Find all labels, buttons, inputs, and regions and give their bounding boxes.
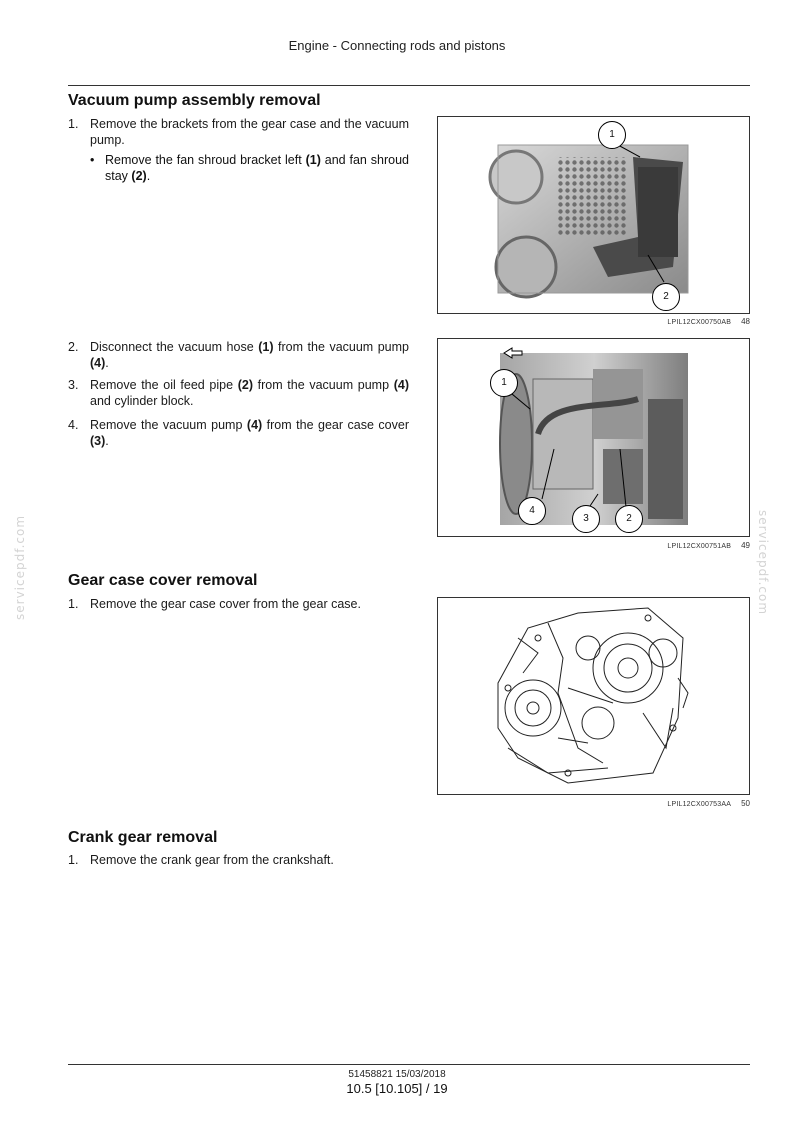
figure-code: LPIL12CX00750AB [667,319,732,326]
figure-50-caption [437,799,750,808]
figure-49-photo [437,338,750,537]
step-number: 2. [68,340,79,354]
figure-48-photo [437,116,750,314]
vacuum-step-1-bullet [90,152,409,184]
vacuum-step-2 [68,339,409,371]
footer-document-id: 51458821 15/03/2018 [348,1069,446,1080]
step-text: Remove the brackets from the gear case and the vacuum pump. [90,117,409,147]
vacuum-step-1 [68,116,409,148]
callout-3: 3 [572,505,600,533]
footer-page-number: 10.5 [10.105] / 19 [346,1081,448,1096]
watermark-left: servicepdf.com [13,514,27,620]
section-heading-gearcase: Gear case cover removal [68,572,258,589]
figure-50-drawing [437,597,750,795]
crank-step-1 [68,852,409,868]
footer-rule [68,1064,750,1065]
figure-number: 48 [741,317,750,326]
header-rule [68,85,750,86]
step-text: Disconnect the vacuum hose (1) from the vacuum pump (4). [90,340,410,370]
bullet-text: Remove the fan shroud bracket left (1) and fan shroud stay (2). [105,153,410,183]
vacuum-step-4 [68,417,409,449]
callout-2: 2 [615,505,643,533]
callout-2: 2 [652,283,680,311]
callout-1: 1 [490,369,518,397]
page-header-title: Engine - Connecting rods and pistons [288,38,506,53]
figure-number: 50 [741,799,750,808]
step-number: 1. [68,597,79,611]
step-text: Remove the vacuum pump (4) from the gear case cover (3). [90,418,409,448]
figure-49-caption [437,541,750,550]
step-number: 1. [68,853,79,867]
figure-code: LPIL12CX00753AA [667,801,732,808]
watermark-right: servicepdf.com [756,510,770,616]
section-heading-vacuum: Vacuum pump assembly removal [68,92,321,109]
figure-number: 49 [741,541,750,550]
bullet-dot: • [90,153,95,167]
step-number: 3. [68,378,79,392]
figure-code: LPIL12CX00751AB [667,543,732,550]
step-number: 1. [68,117,79,131]
step-text: Remove the gear case cover from the gear case. [90,597,361,611]
gearcase-step-1 [68,596,409,612]
section-heading-crank: Crank gear removal [68,829,218,846]
callout-4: 4 [518,497,546,525]
step-text: Remove the oil feed pipe (2) from the vacuum pump (4) and cylinder block. [90,378,409,408]
callout-1: 1 [598,121,626,149]
step-number: 4. [68,418,79,432]
figure-48-caption [437,317,750,326]
step-text: Remove the crank gear from the crankshaft. [90,853,334,867]
vacuum-step-3 [68,377,409,409]
